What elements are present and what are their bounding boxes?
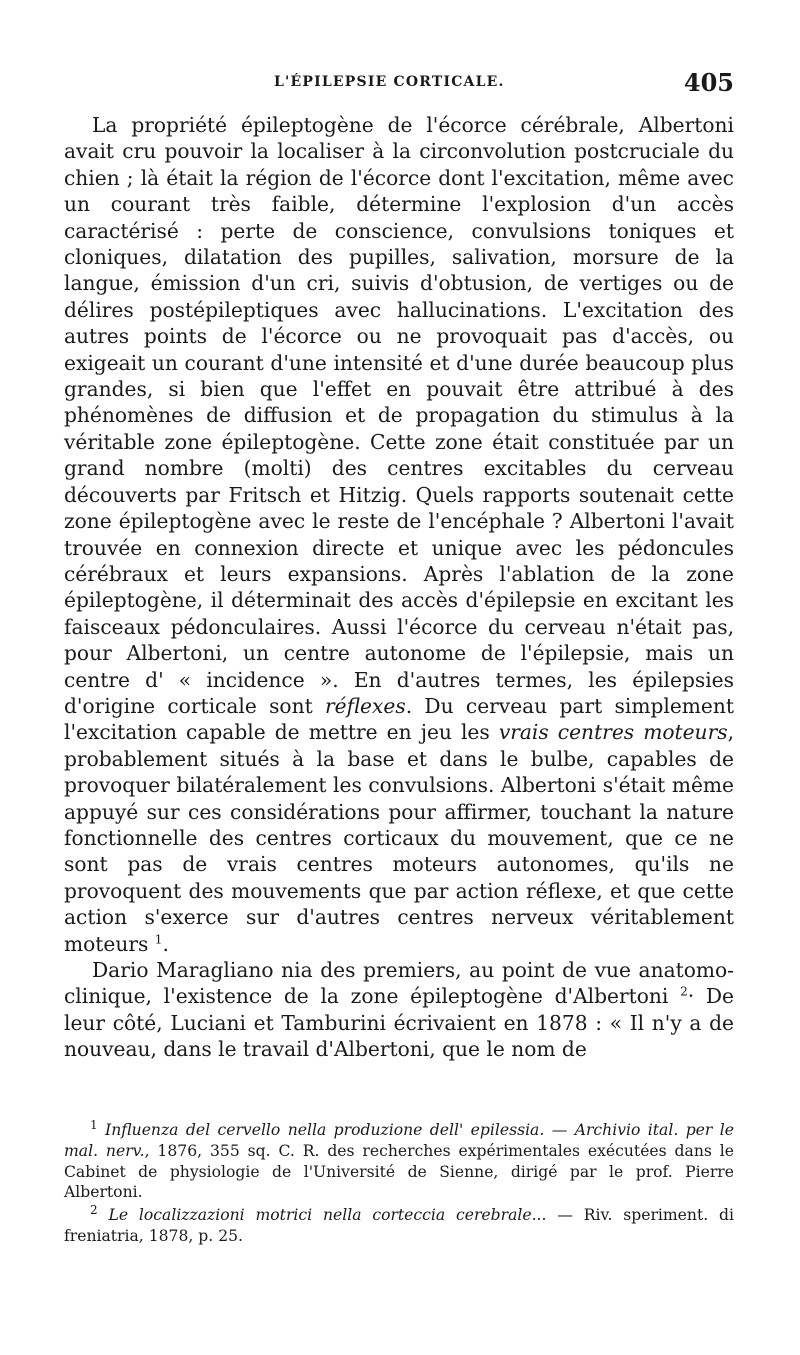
footnote-marker: 1: [90, 1117, 98, 1132]
footnote-text: , 1876, 355 sq. C. R. des recherches expérimentales exécutées dans le Cabinet de physiologie de l'Université de Sienne, dirigé par le prof. Pierre Albertoni.: [64, 1141, 734, 1202]
paragraph: [64, 112, 734, 957]
footnote: [64, 1117, 734, 1203]
page-header: [64, 68, 734, 104]
footnotes: [64, 1117, 734, 1249]
paragraph-text: .: [162, 931, 169, 956]
running-title: L'ÉPILEPSIE CORTICALE.: [274, 74, 505, 90]
paragraph-text: Dario Maragliano nia des premiers, au point de vue anatomo-clinique, l'existence de la zone épileptogène d'Albertoni: [64, 958, 734, 1009]
paragraph: [64, 957, 734, 1063]
page-number: 405: [683, 68, 734, 97]
paragraph-text: . Du cerveau part simplement l'excitation capable de mettre en jeu les: [64, 693, 734, 745]
footnote-citation: Le localizzazioni motrici nella corteccia cerebrale...: [108, 1206, 547, 1225]
footnote-citation: Influenza del cervello nella produzione dell' epilessia. — Archivio ital. per le mal. nerv.: [64, 1121, 734, 1160]
paragraph-text: La propriété épileptogène de l'écorce cérébrale, Albertoni avait cru pouvoir la localiser à la circonvolution postcruciale du chien ; là était la région de l'écorce dont l'excitation, même avec un courant très faible, détermine l'explosion d'un accès caractérisé : perte de conscience, convulsions toniques et cloniques, dilatation des pupilles, salivation, morsure de la langue, émission d'un cri, suivis d'obtusion, de vertiges ou de délires postépileptiques avec hallucinations. L'excitation des autres points de l'écorce ou ne provoquait pas d'accès, ou exigeait un courant d'une intensité et d'une durée beaucoup plus grandes, si bien que l'effet en pouvait être attribué à des phénomènes de diffusion et de propagation du stimulus à la véritable zone épileptogène. Cette zone était constituée par un grand nombre (molti) des centres excitables du cerveau découverts par Fritsch et Hitzig. Quels rapports soutenait cette zone épileptogène avec le reste de l'encéphale ? Albertoni l'avait trouvée en connexion directe et unique avec les pédoncules cérébraux et leurs expansions. Après l'ablation de la zone épileptogène, il déterminait des accès d'épilepsie en excitant les faisceaux pédonculaires. Aussi l'écorce du cerveau n'était pas, pour Albertoni, un centre autonome de l'épilepsie, mais un centre d' « incidence ». En d'autres termes, les épilepsies d'origine corticale sont: [64, 113, 734, 718]
footnote-reference: 1: [154, 931, 163, 946]
italic-text: réflexes: [325, 693, 406, 718]
footnote-marker: 2: [90, 1203, 98, 1217]
body-text: [64, 112, 734, 1063]
footnote: [64, 1205, 734, 1247]
paragraph-text: , probablement situés à la base et dans le bulbe, capables de provoquer bilatéralement les convulsions. Albertoni s'était même appuyé sur ces considérations pour affirmer, touchant la nature fonctionnelle des centres corticaux du mouvement, que ce ne sont pas de vrais centres moteurs autonomes, qu'ils ne provoquent des mouvements que par action réflexe, et que cette action s'exerce sur d'autres centres nerveux véritablement moteurs: [64, 720, 734, 956]
paragraph-text: · De leur côté, Luciani et Tamburini écrivaient en 1878 : « Il n'y a de nouveau, dans le travail d'Albertoni, que le nom de: [64, 984, 734, 1062]
footnote-text: — Riv. speriment. di freniatria, 1878, p. 25.: [64, 1206, 734, 1245]
footnote-reference: 2: [680, 984, 688, 999]
italic-text: vrais centres moteurs: [498, 720, 728, 745]
